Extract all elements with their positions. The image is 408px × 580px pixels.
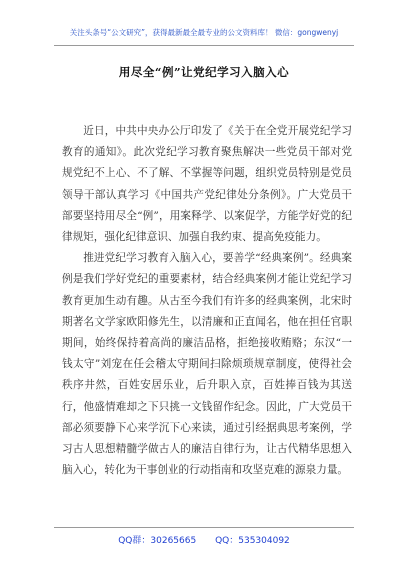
paragraph-2: 推进党纪学习教育入脑入心，要善学“经典案例”。经典案例是我们学好党纪的重要素材，结合经典案例才能让党纪学习教育更加生动有趣。从古至今我们有许多的经典案例，北宋时期著名文学家欧阳修先生，以清廉和正直闻名，他在担任官职期间，始终保持着高尚的廉洁品格，拒绝接收贿赂；东汉“一钱太守”刘宠在任会稽太守期间扫除烦琐规章制度，使得社会秩序井然，百姓安居乐业，后升职入京，百姓捧百钱为其送行，他盛情难却之下只挑一文钱留作纪念。因此，广大党员干部必须要静下心来学沉下心来读，通过引经据典思考案例，学习古人思想精髓学做古人的廉洁自律行为，让古代精华思想入脑入心，转化为干事创业的行动指南和攻坚克难的源泉力量。 xyxy=(62,252,352,477)
footer-contact xyxy=(0,533,408,546)
document-title: 用尽全“例”让党纪学习入脑入心 xyxy=(118,65,290,79)
document-body xyxy=(62,121,352,481)
header-divider xyxy=(54,45,354,46)
paragraph-1: 近日，中共中央办公厅印发了《关于在全党开展党纪学习教育的通知》。此次党纪学习教育聚焦解决一些党员干部对党规党纪不上心、不了解、不掌握等问题，组织党员特别是党员领导干部认真学习《中国共产党纪律处分条例》。广大党员干部要坚持用尽全“例”，用案释学、以案促学，方能学好党的纪律规矩，强化纪律意识、加强自我约束、提高免疫能力。 xyxy=(62,125,352,244)
footer-qq-group: QQ群：30265665 xyxy=(118,536,197,546)
header-promo-note: 关注头条号“公文研究”，获得最新最全最专业的公文资料库！ 微信：gongwenyj xyxy=(69,28,339,37)
footer-divider xyxy=(54,527,354,528)
footer-qq-number: QQ：535304092 xyxy=(215,536,290,546)
